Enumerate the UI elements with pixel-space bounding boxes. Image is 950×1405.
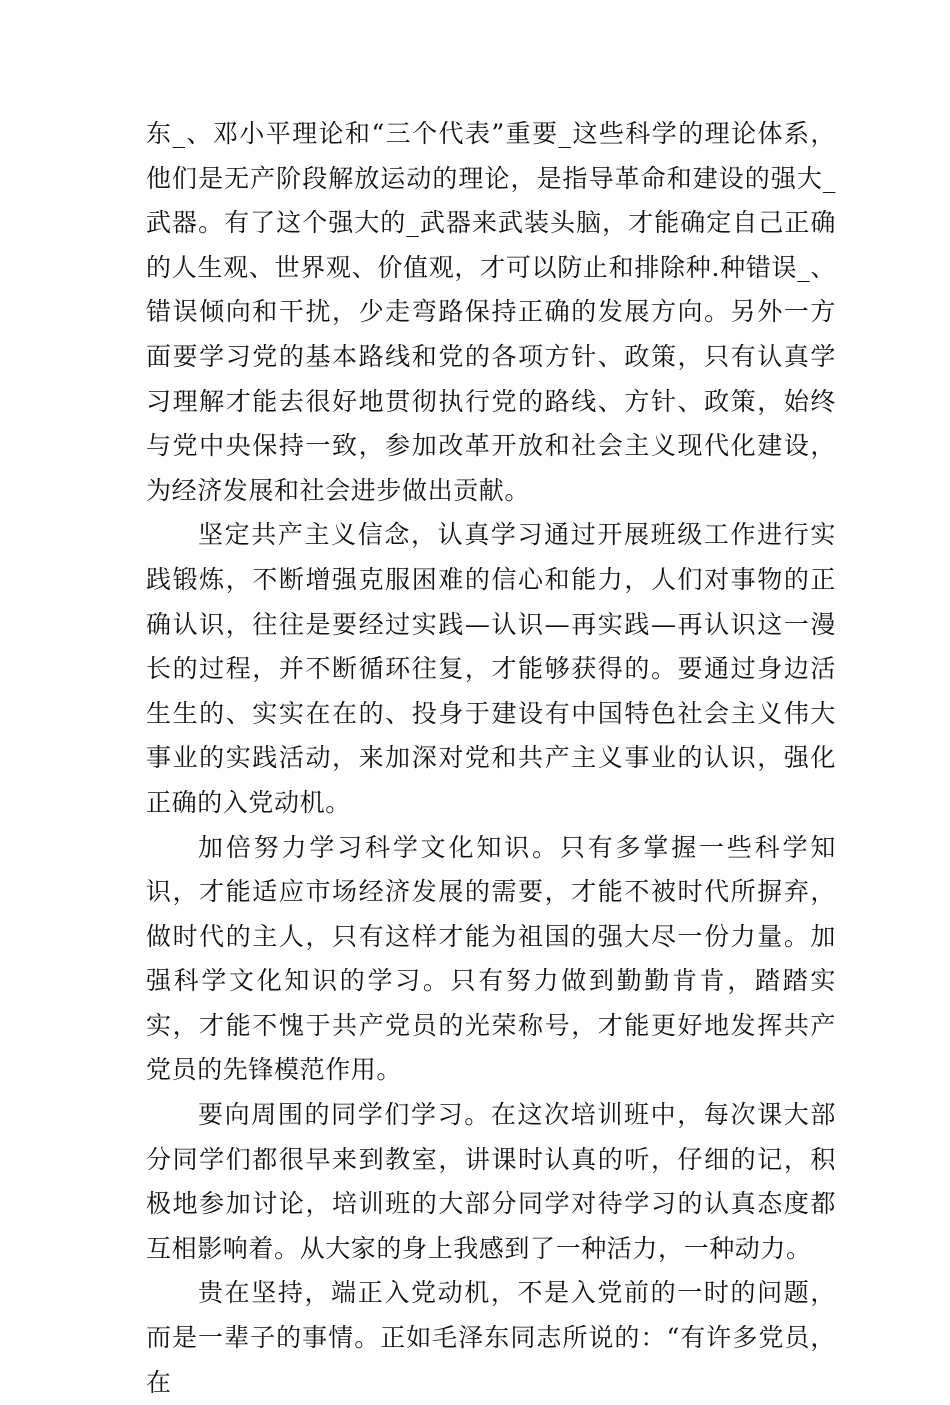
paragraph-faith: 坚定共产主义信念，认真学习通过开展班级工作进行实践锻炼，不断增强克服困难的信心和能力，人们对事物的正确认识，往往是要经过实践—认识—再实践—再认识这一漫长的过程，并不断循环往复，才能够获得的。要通过身边活生生的、实实在在的、投身于建设有中国特色社会主义伟大事业的实践活动，来加深对党和共产主义事业的认识，强化正确的入党动机。 bbox=[146, 520, 836, 817]
paragraph-study-knowledge: 加倍努力学习科学文化知识。只有多掌握一些科学知识，才能适应市场经济发展的需要，才能不被时代所摒弃，做时代的主人，只有这样才能为祖国的强大尽一份力量。加强科学文化知识的学习。只有努力做到勤勤肯肯，踏踏实实，才能不愧于共产党员的光荣称号，才能更好地发挥共产党员的先锋模范作用。 bbox=[146, 832, 836, 1085]
paragraph-persistence: 贵在坚持，端正入党动机，不是入党前的一时的问题，而是一辈子的事情。正如毛泽东同志所说的：“有许多党员，在 bbox=[146, 1278, 836, 1397]
body-text bbox=[146, 112, 836, 1405]
paragraph-learn-from-classmates: 要向周围的同学们学习。在这次培训班中，每次课大部分同学们都很早来到教室，讲课时认真的听，仔细的记，积极地参加讨论，培训班的大部分同学对待学习的认真态度都互相影响着。从大家的身上我感到了一种活力，一种动力。 bbox=[146, 1100, 836, 1263]
paragraph-continuation: 东_、邓小平理论和“三个代表”重要_这些科学的理论体系，他们是无产阶段解放运动的理论，是指导革命和建设的强大_武器。有了这个强大的_武器来武装头脑，才能确定自己正确的人生观、世界观、价值观，才可以防止和排除种.种错误_、错误倾向和干扰，少走弯路保持正确的发展方向。另外一方面要学习党的基本路线和党的各项方针、政策，只有认真学习理解才能去很好地贯彻执行党的路线、方针、政策，始终与党中央保持一致，参加改革开放和社会主义现代化建设，为经济发展和社会进步做出贡献。 bbox=[146, 119, 836, 505]
